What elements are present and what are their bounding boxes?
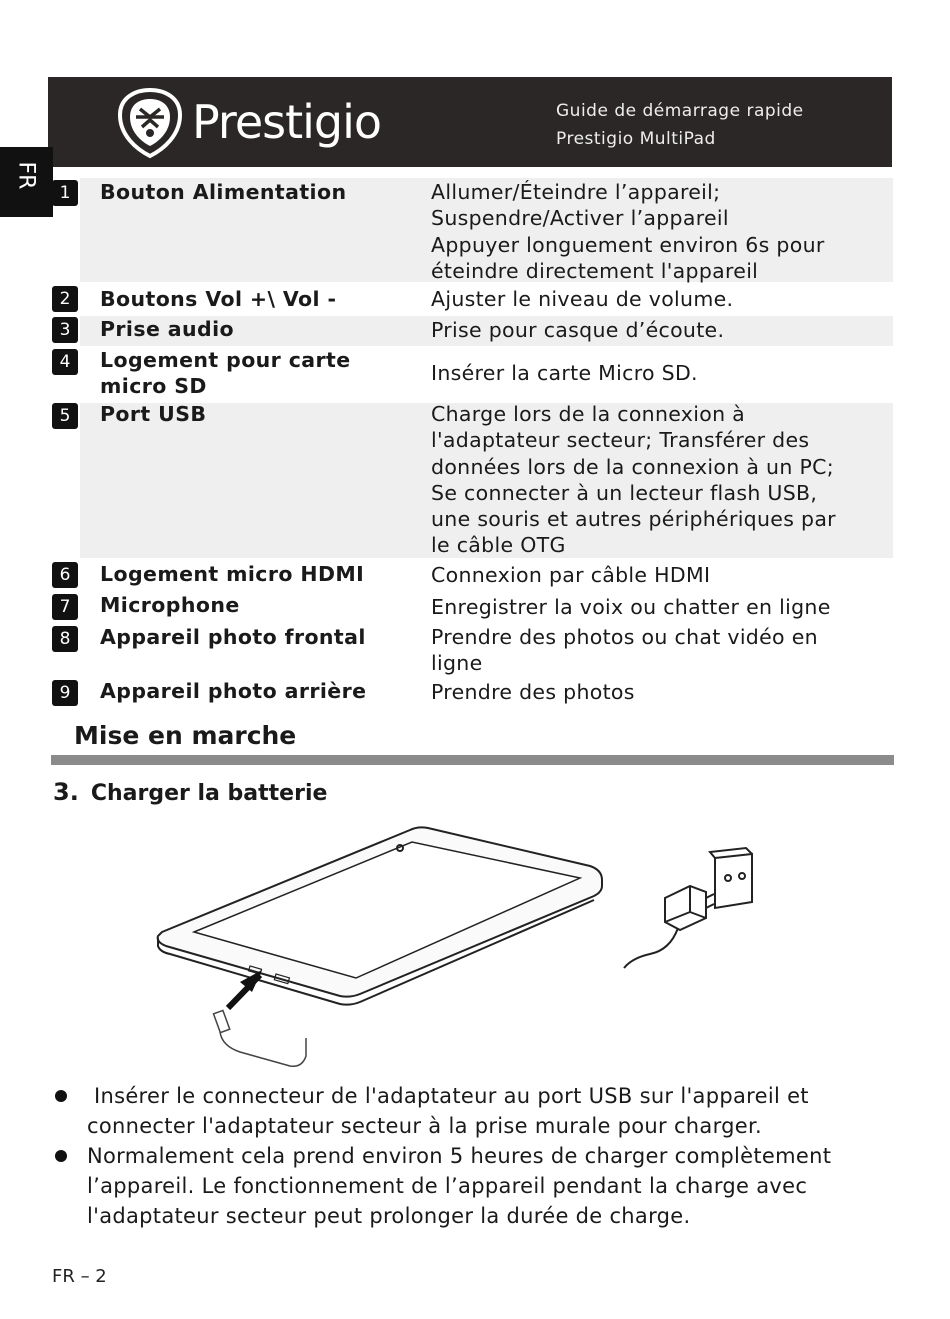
feature-description [431, 679, 881, 705]
instruction-text [87, 1141, 907, 1231]
feature-description-line: Prise pour casque d’écoute. [431, 318, 725, 342]
feature-name-line: Appareil photo frontal [100, 625, 366, 649]
item-number-badge: 7 [52, 594, 78, 620]
instruction-line: connecter l'adaptateur secteur à la prise murale pour charger. [87, 1114, 762, 1138]
instruction-line: l'adaptateur secteur peut prolonger la durée de charge. [87, 1204, 691, 1228]
guide-title [556, 97, 804, 153]
feature-description-line: Connexion par câble HDMI [431, 563, 711, 587]
guide-title-line1: Guide de démarrage rapide [556, 101, 804, 121]
language-tab [0, 147, 53, 217]
header-banner [48, 77, 892, 167]
feature-description-line: Suspendre/Activer l’appareil [431, 206, 729, 231]
instruction-line: Insérer le connecteur de l'adaptateur au port USB sur l'appareil et [87, 1084, 809, 1108]
step-heading [53, 778, 327, 806]
charging-illustration [150, 820, 810, 1070]
feature-description-line: Ajuster le niveau de volume. [431, 287, 734, 311]
feature-description-line: Se connecter à un lecteur flash USB, [431, 480, 818, 505]
feature-name [100, 347, 351, 399]
bullet-icon [55, 1090, 67, 1102]
feature-description-line: Appuyer longuement environ 6s pour [431, 232, 825, 257]
feature-name-line: Prise audio [100, 317, 235, 341]
step-number: 3. [53, 778, 79, 806]
language-tab-label: FR [13, 161, 39, 190]
item-number-badge: 2 [52, 286, 78, 312]
item-number-badge: 6 [52, 562, 78, 588]
feature-description [431, 360, 881, 386]
instruction-line: l’appareil. Le fonctionnement de l’appareil pendant la charge avec [87, 1174, 808, 1198]
feature-description [431, 401, 881, 559]
feature-name [100, 678, 366, 704]
feature-name [100, 624, 366, 650]
feature-description [431, 179, 881, 284]
instruction-line: Normalement cela prend environ 5 heures de charger complètement [87, 1144, 832, 1168]
item-number-badge: 8 [52, 626, 78, 652]
feature-name-line: Logement micro HDMI [100, 562, 365, 586]
item-number-badge: 4 [52, 349, 78, 375]
feature-description-line: éteindre directement l'appareil [431, 258, 759, 283]
feature-description-line: Insérer la carte Micro SD. [431, 361, 698, 385]
feature-name-line: Microphone [100, 593, 240, 617]
feature-name [100, 286, 336, 312]
feature-description [431, 624, 881, 677]
feature-name [100, 561, 364, 587]
feature-description-line: l'adaptateur secteur; Transférer des [431, 428, 810, 453]
feature-description-line: Enregistrer la voix ou chatter en ligne [431, 595, 831, 619]
tablet-icon [158, 827, 602, 1004]
section-divider [51, 755, 894, 765]
instruction-text [87, 1081, 907, 1141]
bullet-icon [55, 1150, 67, 1162]
feature-description-line: ligne [431, 651, 483, 676]
brand-name: Prestigio [192, 95, 382, 149]
feature-description [431, 594, 881, 620]
feature-name [100, 401, 206, 427]
feature-name-line: micro SD [100, 374, 207, 398]
feature-description-line: Charge lors de la connexion à [431, 402, 746, 426]
feature-name-line: Logement pour carte [100, 348, 351, 372]
feature-name-line: Port USB [100, 402, 207, 426]
feature-description-line: Prendre des photos ou chat vidéo en [431, 625, 818, 649]
item-number-badge: 5 [52, 403, 78, 429]
feature-name-line: Boutons Vol +\ Vol - [100, 287, 337, 311]
feature-description-line: Prendre des photos [431, 680, 635, 704]
step-title: Charger la batterie [90, 781, 328, 806]
feature-description-line: données lors de la connexion à un PC; [431, 454, 834, 479]
feature-name [100, 592, 240, 618]
wall-adapter-icon [624, 848, 752, 968]
section-title: Mise en marche [74, 721, 297, 750]
feature-description-line: le câble OTG [431, 533, 566, 558]
feature-description [431, 317, 881, 343]
feature-name [100, 179, 346, 205]
guide-title-line2: Prestigio MultiPad [556, 129, 716, 149]
feature-name [100, 316, 234, 342]
feature-description-line: une souris et autres périphériques par [431, 507, 836, 532]
feature-description [431, 286, 881, 312]
feature-name-line: Appareil photo arrière [100, 679, 367, 703]
page-number: FR – 2 [52, 1266, 107, 1287]
item-number-badge: 3 [52, 317, 78, 343]
usb-cable-icon [214, 1010, 306, 1066]
feature-name-line: Bouton Alimentation [100, 180, 347, 204]
shield-logo-icon [114, 87, 186, 159]
feature-description [431, 562, 881, 588]
item-number-badge: 9 [52, 680, 78, 706]
prestigio-logo [114, 87, 424, 159]
feature-description-line: Allumer/Éteindre l’appareil; [431, 180, 721, 204]
item-number-badge: 1 [52, 180, 78, 206]
